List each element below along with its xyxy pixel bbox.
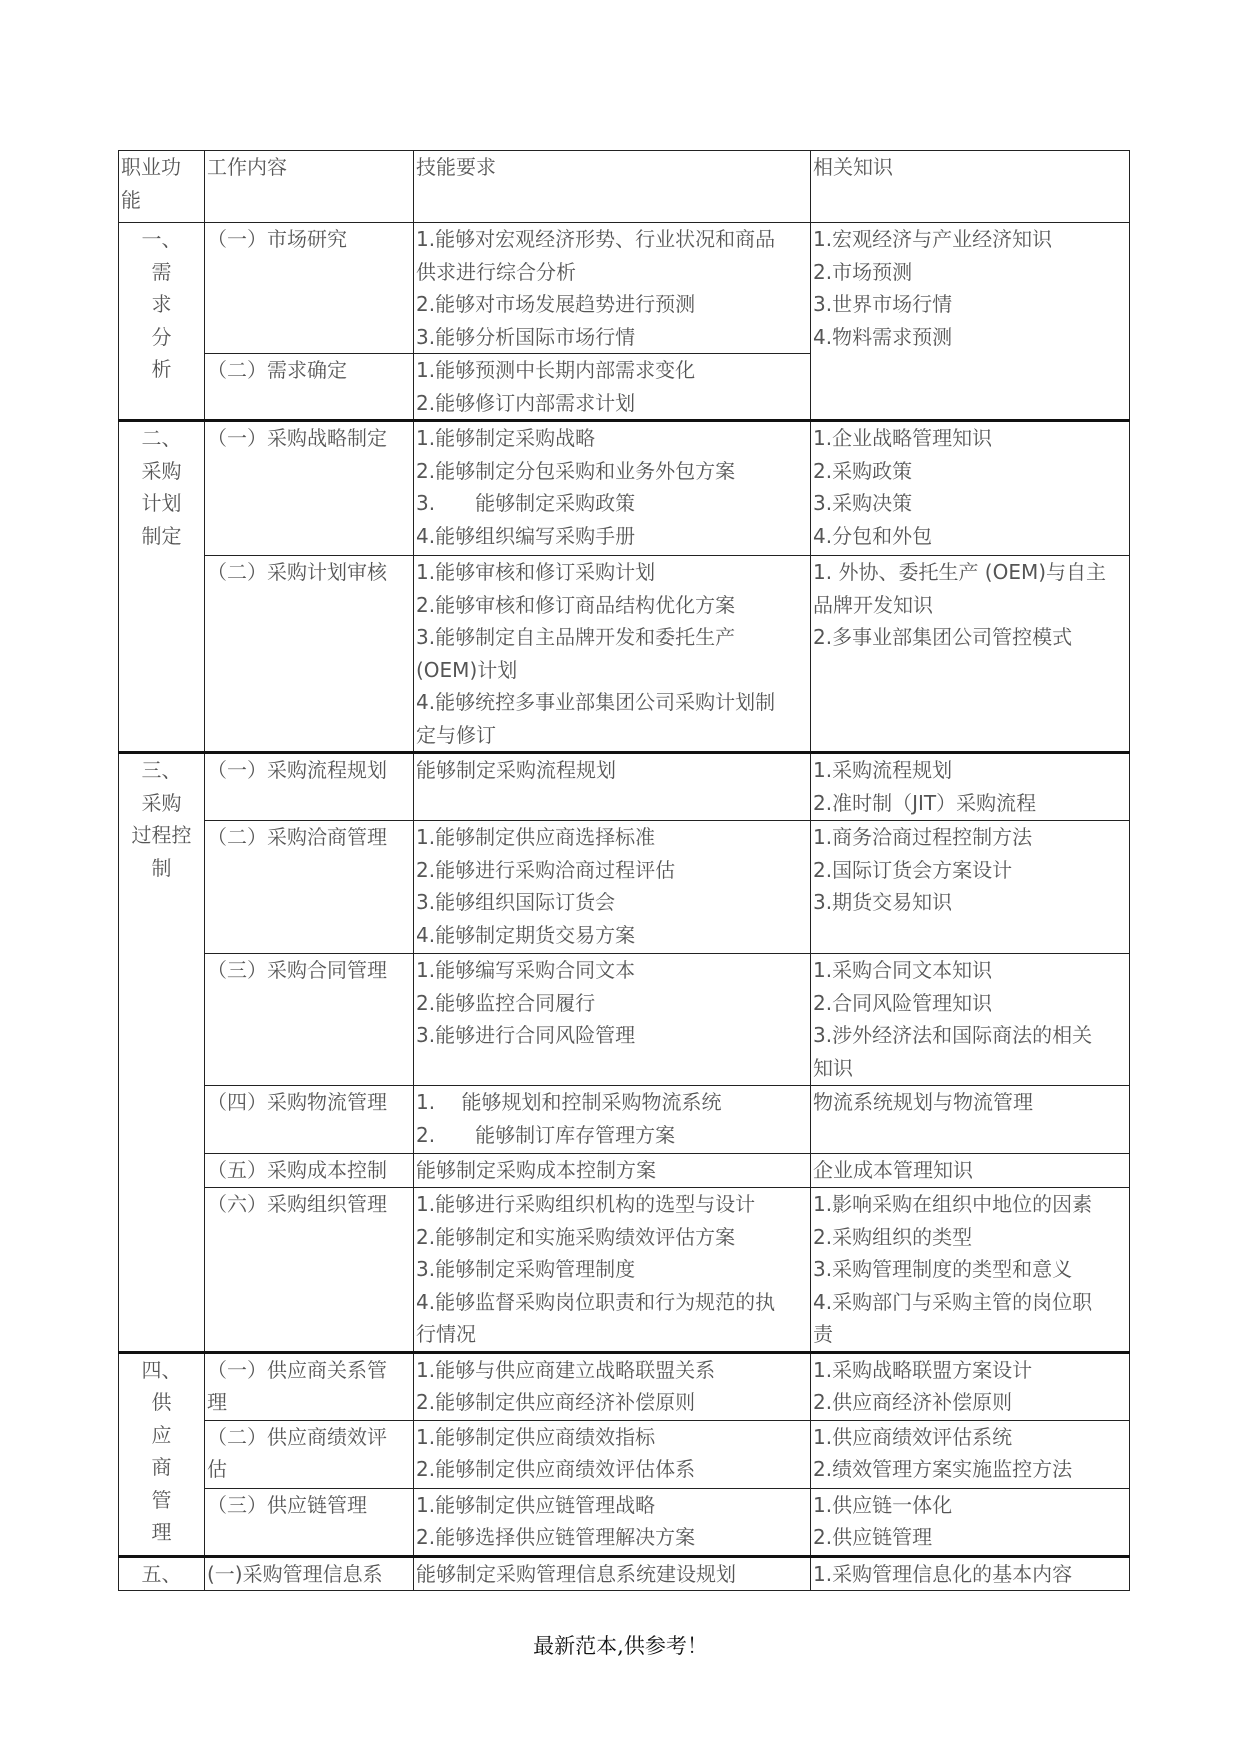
- header-cell: 技能要求: [414, 151, 811, 223]
- skill-cell: 1.能够审核和修订采购计划 2.能够审核和修订商品结构优化方案 3.能够制定自主品牌开发和委托生产 (OEM)计划 4.能够统控多事业部集团公司采购计划制 定与修订: [414, 556, 811, 753]
- table-row: [119, 1556, 1130, 1591]
- work-cell: （六）采购组织管理: [205, 1188, 414, 1353]
- knowledge-cell: 1.供应链一体化 2.供应链管理: [811, 1488, 1130, 1556]
- work-cell: （四）采购物流管理: [205, 1086, 414, 1154]
- knowledge-cell: 1.采购战略联盟方案设计 2.供应商经济补偿原则: [811, 1352, 1130, 1420]
- skill-cell: 1.能够制定供应商选择标准 2.能够进行采购洽商过程评估 3.能够组织国际订货会 4.能够制定期货交易方案: [414, 821, 811, 954]
- table-row: [119, 954, 1130, 1086]
- function-cell: 三、 采购 过程控 制: [119, 753, 205, 1353]
- table-row: [119, 223, 1130, 354]
- work-cell: （三）采购合同管理: [205, 954, 414, 1086]
- table-row: [119, 1154, 1130, 1188]
- table-header-row: [119, 151, 1130, 223]
- work-cell: （二）需求确定: [205, 354, 414, 421]
- knowledge-cell: 企业成本管理知识: [811, 1154, 1130, 1188]
- knowledge-cell: 1.商务洽商过程控制方法 2.国际订货会方案设计 3.期货交易知识: [811, 821, 1130, 954]
- work-cell: （二）供应商绩效评 估: [205, 1420, 414, 1488]
- knowledge-cell: 1.采购流程规划 2.准时制（JIT）采购流程: [811, 753, 1130, 821]
- work-cell: （一）采购战略制定: [205, 421, 414, 556]
- skill-cell: 1.能够编写采购合同文本 2.能够监控合同履行 3.能够进行合同风险管理: [414, 954, 811, 1086]
- skill-cell: 能够制定采购流程规划: [414, 753, 811, 821]
- work-cell: （五）采购成本控制: [205, 1154, 414, 1188]
- table-row: [119, 821, 1130, 954]
- knowledge-cell: 1.宏观经济与产业经济知识 2.市场预测 3.世界市场行情 4.物料需求预测: [811, 223, 1130, 421]
- knowledge-cell: 1.采购合同文本知识 2.合同风险管理知识 3.涉外经济法和国际商法的相关 知识: [811, 954, 1130, 1086]
- knowledge-cell: 1. 外协、委托生产 (OEM)与自主 品牌开发知识 2.多事业部集团公司管控模式: [811, 556, 1130, 753]
- skill-cell: 1.能够进行采购组织机构的选型与设计 2.能够制定和实施采购绩效评估方案 3.能够制定采购管理制度 4.能够监督采购岗位职责和行为规范的执 行情况: [414, 1188, 811, 1353]
- skill-cell: 能够制定采购管理信息系统建设规划: [414, 1556, 811, 1591]
- knowledge-cell: 物流系统规划与物流管理: [811, 1086, 1130, 1154]
- table-row: [119, 1352, 1130, 1420]
- table-row: [119, 753, 1130, 821]
- work-cell: （三）供应链管理: [205, 1488, 414, 1556]
- skill-cell: 能够制定采购成本控制方案: [414, 1154, 811, 1188]
- table-row: [119, 1488, 1130, 1556]
- skill-cell: 1. 能够规划和控制采购物流系统 2. 能够制订库存管理方案: [414, 1086, 811, 1154]
- knowledge-cell: 1.企业战略管理知识 2.采购政策 3.采购决策 4.分包和外包: [811, 421, 1130, 556]
- table-row: [119, 1420, 1130, 1488]
- header-cell: 工作内容: [205, 151, 414, 223]
- skill-cell: 1.能够制定供应商绩效指标 2.能够制定供应商绩效评估体系: [414, 1420, 811, 1488]
- header-cell: 相关知识: [811, 151, 1130, 223]
- function-cell: 二、 采购 计划 制定: [119, 421, 205, 753]
- work-cell: （二）采购计划审核: [205, 556, 414, 753]
- skill-cell: 1.能够与供应商建立战略联盟关系 2.能够制定供应商经济补偿原则: [414, 1352, 811, 1420]
- table-row: [119, 1188, 1130, 1353]
- skill-cell: 1.能够对宏观经济形势、行业状况和商品 供求进行综合分析 2.能够对市场发展趋势进行预测 3.能够分析国际市场行情: [414, 223, 811, 354]
- skill-cell: 1.能够制定供应链管理战略 2.能够选择供应链管理解决方案: [414, 1488, 811, 1556]
- skill-cell: 1.能够制定采购战略 2.能够制定分包采购和业务外包方案 3. 能够制定采购政策 4.能够组织编写采购手册: [414, 421, 811, 556]
- function-cell: 五、: [119, 1556, 205, 1591]
- work-cell: （一）供应商关系管 理: [205, 1352, 414, 1420]
- work-cell: （二）采购洽商管理: [205, 821, 414, 954]
- work-cell: (一)采购管理信息系: [205, 1556, 414, 1591]
- skill-cell: 1.能够预测中长期内部需求变化 2.能够修订内部需求计划: [414, 354, 811, 421]
- work-cell: （一）采购流程规划: [205, 753, 414, 821]
- table-row: [119, 1086, 1130, 1154]
- header-cell: 职业功 能: [119, 151, 205, 223]
- table-row: [119, 556, 1130, 753]
- table-row: [119, 421, 1130, 556]
- footer-note: 最新范本,供参考！: [533, 1634, 708, 1658]
- function-cell: 一、 需 求 分 析: [119, 223, 205, 421]
- knowledge-cell: 1.影响采购在组织中地位的因素 2.采购组织的类型 3.采购管理制度的类型和意义 4.采购部门与采购主管的岗位职 责: [811, 1188, 1130, 1353]
- knowledge-cell: 1.供应商绩效评估系统 2.绩效管理方案实施监控方法: [811, 1420, 1130, 1488]
- competency-table: [118, 150, 1130, 1591]
- knowledge-cell: 1.采购管理信息化的基本内容: [811, 1556, 1130, 1591]
- function-cell: 四、 供 应 商 管 理: [119, 1352, 205, 1556]
- work-cell: （一）市场研究: [205, 223, 414, 354]
